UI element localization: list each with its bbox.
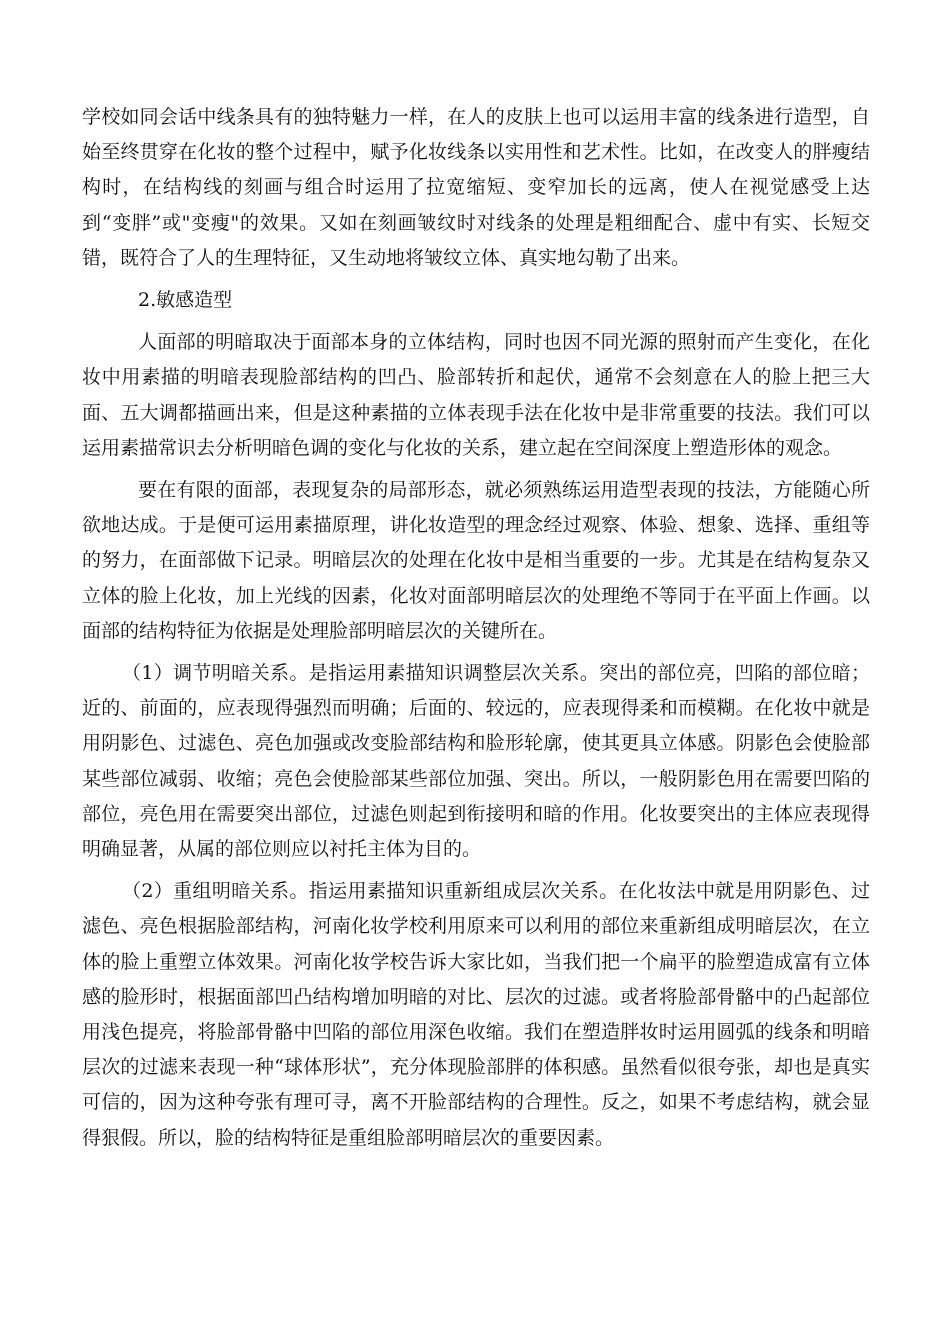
spacer: [82, 318, 870, 325]
spacer: [82, 867, 870, 874]
paragraph-lighting: 人面部的明暗取决于面部本身的立体结构，同时也因不同光源的照射而产生变化，在化妆中用素描的明暗表现脸部结构的凹凸、脸部转折和起伏，通常不会刻意在人的脸上把三大面、五大调都描画出来，但是这种素描的立体表现手法在化妆中是非常重要的技法。我们可以运用素描常识去分析明暗色调的变化与化妆的关系，建立起在空间深度上塑造形体的观念。: [82, 331, 870, 459]
paragraph-adjust: （1）调节明暗关系。是指运用素描知识调整层次关系。突出的部位亮，凹陷的部位暗；近的、前面的，应表现得强烈而明确；后面的、较远的，应表现得柔和而模糊。在化妆中就是用阴影色、过滤色、亮色加强或改变脸部结构和脸形轮廓，使其更具立体感。阴影色会使脸部某些部位减弱、收缩；亮色会使脸部某些部位加强、突出。所以，一般阴影色用在需要凹陷的部位，亮色用在需要突出部位，过滤色则起到衔接明和暗的作用。化妆要突出的主体应表现得明确显著，从属的部位则应以衬托主体为目的。: [82, 662, 870, 861]
document-body: [82, 100, 870, 1156]
paragraph-reorganize: （2）重组明暗关系。指运用素描知识重新组成层次关系。在化妆法中就是用阴影色、过滤色、亮色根据脸部结构，河南化妆学校利用原来可以利用的部位来重新组成明暗层次，在立体的脸上重塑立体效果。河南化妆学校告诉大家比如，当我们把一个扁平的脸塑造成富有立体感的脸形时，根据面部凹凸结构增加明暗的对比、层次的过滤。或者将脸部骨骼中的凸起部位用浅色提亮，将脸部骨骼中凹陷的部位用深色收缩。我们在塑造胖妆时运用圆弧的线条和明暗层次的过滤来表现一种“球体形状”，充分体现脸部胖的体积感。虽然看似很夸张，却也是真实可信的，因为这种夸张有理可寻，离不开脸部结构的合理性。反之，如果不考虑结构，就会显得狠假。所以，脸的结构特征是重组脸部明暗层次的重要因素。: [82, 880, 870, 1149]
paragraph-technique: 要在有限的面部，表现复杂的局部形态，就必须熟练运用造型表现的技法，方能随心所欲地达成。于是便可运用素描原理，讲化妆造型的理念经过观察、体验、想象、选择、重组等的努力，在面部做下记录。明暗层次的处理在化妆中是相当重要的一步。尤其是在结构复杂又立体的脸上化妆，加上光线的因素，化妆对面部明暗层次的处理绝不等同于在平面上作画。以面部的结构特征为依据是处理脸部明暗层次的关键所在。: [82, 479, 870, 642]
spacer: [82, 649, 870, 656]
section-heading: 2.敏感造型: [138, 289, 233, 312]
spacer: [82, 466, 870, 473]
spacer: [82, 276, 870, 283]
paragraph-intro: 学校如同会话中线条具有的独特魅力一样，在人的皮肤上也可以运用丰富的线条进行造型，自始至终贯穿在化妆的整个过程中，赋予化妆线条以实用性和艺术性。比如，在改变人的胖瘦结构时，在结构线的刻画与组合时运用了拉宽缩短、变窄加长的远离，使人在视觉感受上达到“变胖”或"变瘦"的效果。又如在刻画皱纹时对线条的处理是粗细配合、虚中有实、长短交错，既符合了人的生理特征，又生动地将皱纹立体、真实地勾勒了出来。: [82, 106, 870, 269]
